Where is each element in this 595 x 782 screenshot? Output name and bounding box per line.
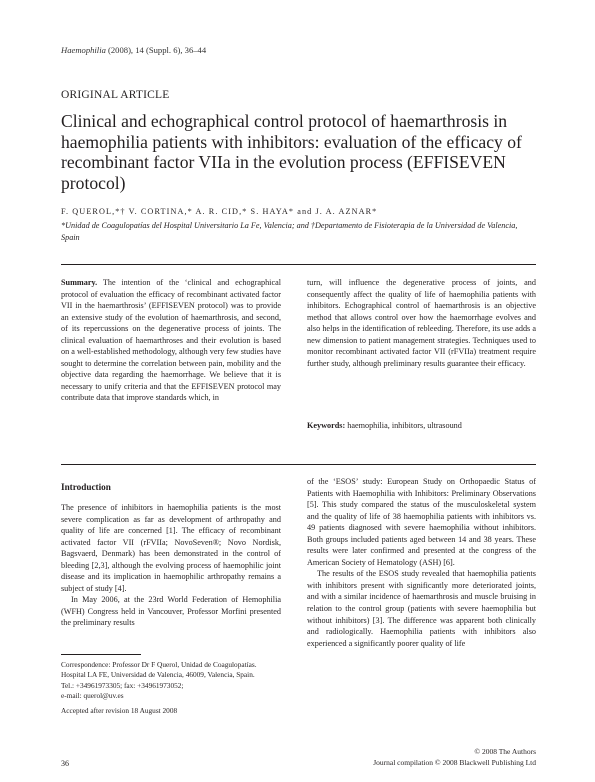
- footnote-line-1: Correspondence: Professor Dr F Querol, Unidad de Coagulopatías.: [61, 660, 257, 669]
- journal-reference: [61, 45, 206, 55]
- footnote-line-3: Tel.: +34961973305; fax: +34961973052;: [61, 680, 184, 690]
- summary-label: Summary.: [61, 278, 98, 287]
- affiliation: *Unidad de Coagulopatías del Hospital Universitario La Fe, Valencia; and †Departamento de Fisioterapia de la Universidad de Valencia, Spain: [61, 221, 518, 242]
- keywords-label: Keywords:: [307, 421, 346, 430]
- article-title: Clinical and echographical control protocol of haemarthrosis in haemophilia patients with inhibitors: evaluation of the efficacy of recombinant factor VIIa in the evolution process (EFFISEVEN protocol): [61, 111, 522, 193]
- intro-heading: Introduction: [61, 482, 111, 492]
- journal-name: Haemophilia: [61, 45, 106, 55]
- copyright-line-1: © 2008 The Authors: [474, 747, 536, 756]
- footnote-rule: [61, 654, 141, 655]
- abstract-top-rule: [61, 264, 536, 265]
- accepted-date: Accepted after revision 18 August 2008: [61, 706, 178, 715]
- footnote-line-4: e-mail: querol@uv.es: [61, 691, 124, 701]
- keywords-text: haemophilia, inhibitors, ultrasound: [345, 421, 462, 430]
- footnote-line-2: Hospital LA FE, Universidad de Valencia, 46009, Valencia, Spain.: [61, 670, 255, 680]
- page-number: 36: [61, 759, 69, 768]
- intro-paragraph-1: The presence of inhibitors in haemophilia patients is the most severe complication as far as development of arthropathy and quality of life are concerned [1]. The efficacy of recombinant activated factor VII (rFVIIa; NovoSeven®; Novo Nordisk, Bagsvaerd, Denmark) has been demonstrated in the control of bleeding [2,3], although the evolving process of haemophilic joint disease and its implication in haemophilic arthropathy remains a subject of study [4].: [61, 503, 281, 593]
- intro-paragraph-2: In May 2006, at the 23rd World Federation of Hemophilia (WFH) Congress held in Vancouver, Professor Morfini presented the preliminary results: [61, 595, 281, 628]
- intro-right-paragraph-1: of the ‘ESOS’ study: European Study on Orthopaedic Status of Patients with Haemophilia with Inhibitors: Preliminary Observations [5]. This study compared the status of the musculoskeletal system and the quality of life of 38 haemophilia patients with inhibitors vs. 49 patients diagnosed with severe haemophilia without inhibitors. Both groups included patients aged between 14 and 38 years. These results were later confirmed and presented at the congress of the American Society of Hematology (ASH) [6].: [307, 477, 536, 567]
- intro-right-paragraph-2: The results of the ESOS study revealed that haemophilia patients with inhibitors present with significantly more deteriorated joints, and with a similar incidence of haemarthrosis and muscle bruising in relation to the control group (patients with severe haemophilia but without inhibitors) [3]. The difference was apparent both clinically and radiologically. Haemophilia patients with inhibitors also experienced a significantly poorer quality of life: [307, 569, 536, 648]
- copyright: [373, 747, 536, 768]
- intro-left-column: [61, 502, 281, 629]
- abstract-right-column: turn, will influence the degenerative process of joints, and consequently affect the quality of life of haemophilia patients with inhibitors. Echographical control of haemarthrosis is an objective method that allows control over how the haemorrhage evolves and also helps in the identification of rebleeding. Therefore, its use adds a new dimension to patient management strategies. Techniques used to monitor recombinant activated factor VII (rFVIIa) treatment require further study, although preliminary results guarantee their efficacy.: [307, 278, 536, 368]
- intro-right-column: [307, 476, 536, 649]
- journal-volume: (2008), 14 (Suppl. 6), 36–44: [105, 45, 207, 55]
- correspondence-footnote: [61, 660, 286, 702]
- author-list: F. QUEROL,*† V. CORTINA,* A. R. CID,* S. HAYA* and J. A. AZNAR*: [61, 207, 378, 216]
- abstract-bottom-rule: [61, 464, 536, 465]
- keywords: [307, 420, 536, 432]
- copyright-line-2: Journal compilation © 2008 Blackwell Publishing Ltd: [373, 757, 536, 767]
- section-label: ORIGINAL ARTICLE: [61, 89, 170, 101]
- abstract-left-column: [61, 277, 281, 404]
- summary-text: The intention of the ‘clinical and echographical protocol of evaluation the efficacy of recombinant activated factor VII in the haemarthrosis’ (EFFISEVEN protocol) was to provide an extensive study of the evolution of haemarthrosis, and second, of its repercussions on the degenerative process of joints. The clinical evaluation of haemarthroses and their evolution is based on a well-established methodology, although very few studies have sought to determine the correlation between pain, mobility and the objective data regarding the haemorrhage. We believe that it is necessary to unify criteria and that the EFFISEVEN protocol may contribute data that improve standards which, in: [61, 278, 281, 403]
